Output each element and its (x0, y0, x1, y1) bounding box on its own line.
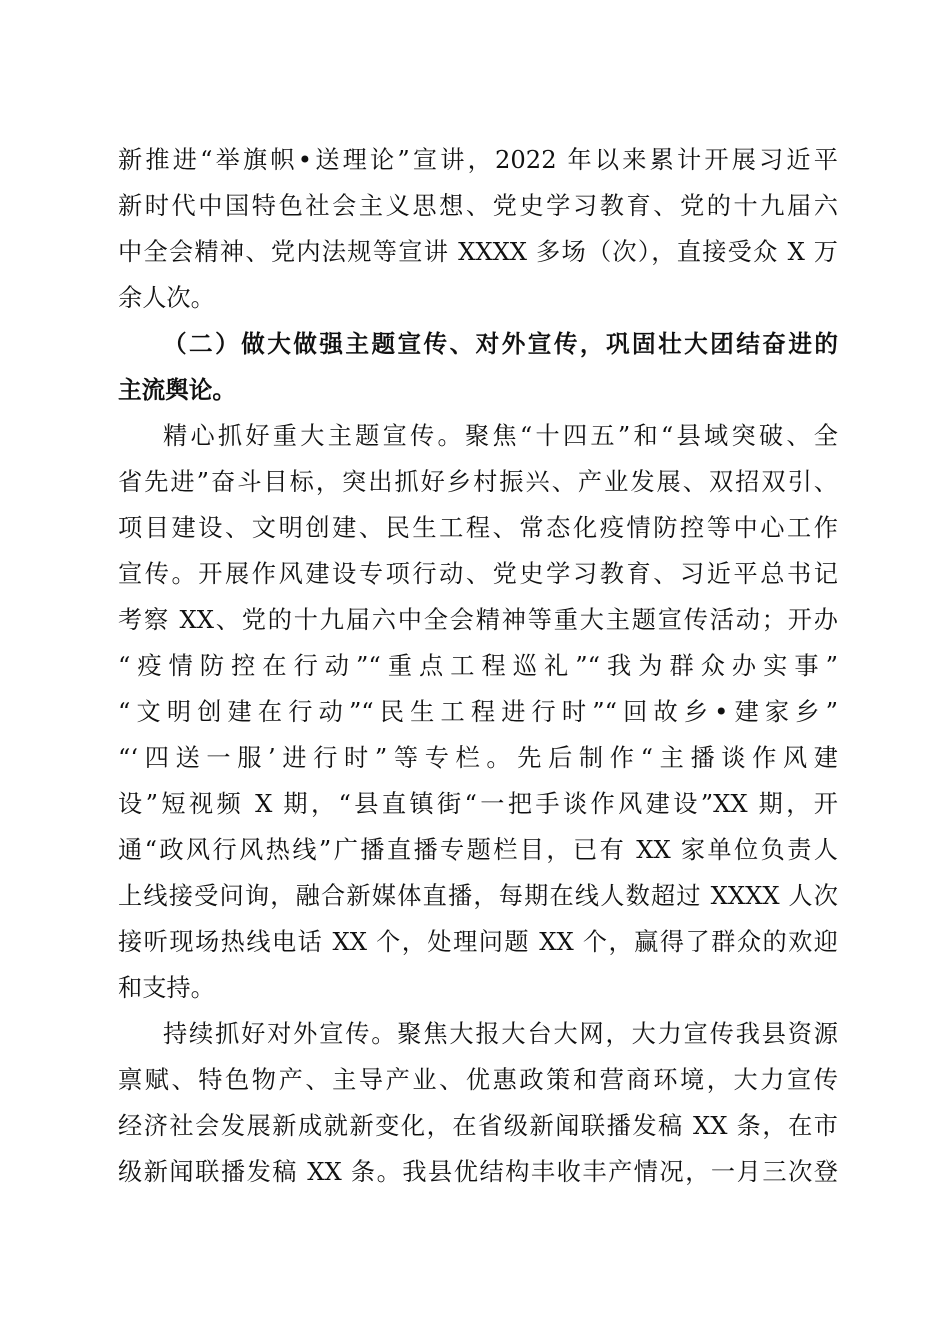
text-line: 考察 XX、党的十九届六中全会精神等重大主题宣传活动；开办 (118, 606, 838, 634)
text-line: 项目建设、文明创建、民生工程、常态化疫情防控等中心工作 (118, 514, 838, 542)
text-line: 精心抓好重大主题宣传。聚焦“十四五”和“县域突破、全 (163, 422, 838, 450)
text-line: 通“政风行风热线”广播直播专题栏目，已有 XX 家单位负责人 (118, 836, 838, 864)
text-line: 禀赋、特色物产、主导产业、优惠政策和营商环境，大力宣传 (118, 1066, 838, 1094)
text-line: 中全会精神、党内法规等宣讲 XXXX 多场（次），直接受众 X 万 (118, 238, 838, 266)
text-line: “‘四送一服’进行时”等专栏。先后制作“主播谈作风建 (118, 744, 838, 772)
text-line: 接听现场热线电话 XX 个，处理问题 XX 个，赢得了群众的欢迎 (118, 928, 838, 956)
text-line: “文明创建在行动”“民生工程进行时”“回故乡•建家乡” (118, 698, 838, 726)
text-line: “疫情防控在行动”“重点工程巡礼”“我为群众办实事” (118, 652, 838, 680)
text-line: 新推进“举旗帜•送理论”宣讲，2022 年以来累计开展习近平 (118, 146, 838, 174)
text-line: 和支持。 (118, 974, 215, 1002)
section-heading-line: 主流舆论。 (118, 376, 236, 404)
text-line: 新时代中国特色社会主义思想、党史学习教育、党的十九届六 (118, 192, 838, 220)
text-line: 余人次。 (118, 284, 215, 312)
text-line: 上线接受问询，融合新媒体直播，每期在线人数超过 XXXX 人次 (118, 882, 838, 910)
text-line: 经济社会发展新成就新变化，在省级新闻联播发稿 XX 条，在市 (118, 1112, 838, 1140)
text-line: 省先进”奋斗目标，突出抓好乡村振兴、产业发展、双招双引、 (118, 468, 838, 496)
text-line: 级新闻联播发稿 XX 条。我县优结构丰收丰产情况，一月三次登 (118, 1158, 838, 1186)
text-line: 宣传。开展作风建设专项行动、党史学习教育、习近平总书记 (118, 560, 838, 588)
section-heading-line: （二）做大做强主题宣传、对外宣传，巩固壮大团结奋进的 (163, 330, 838, 358)
text-line: 持续抓好对外宣传。聚焦大报大台大网，大力宣传我县资源 (163, 1020, 838, 1048)
text-line: 设”短视频 X 期，“县直镇街“一把手谈作风建设”XX 期，开 (118, 790, 838, 818)
